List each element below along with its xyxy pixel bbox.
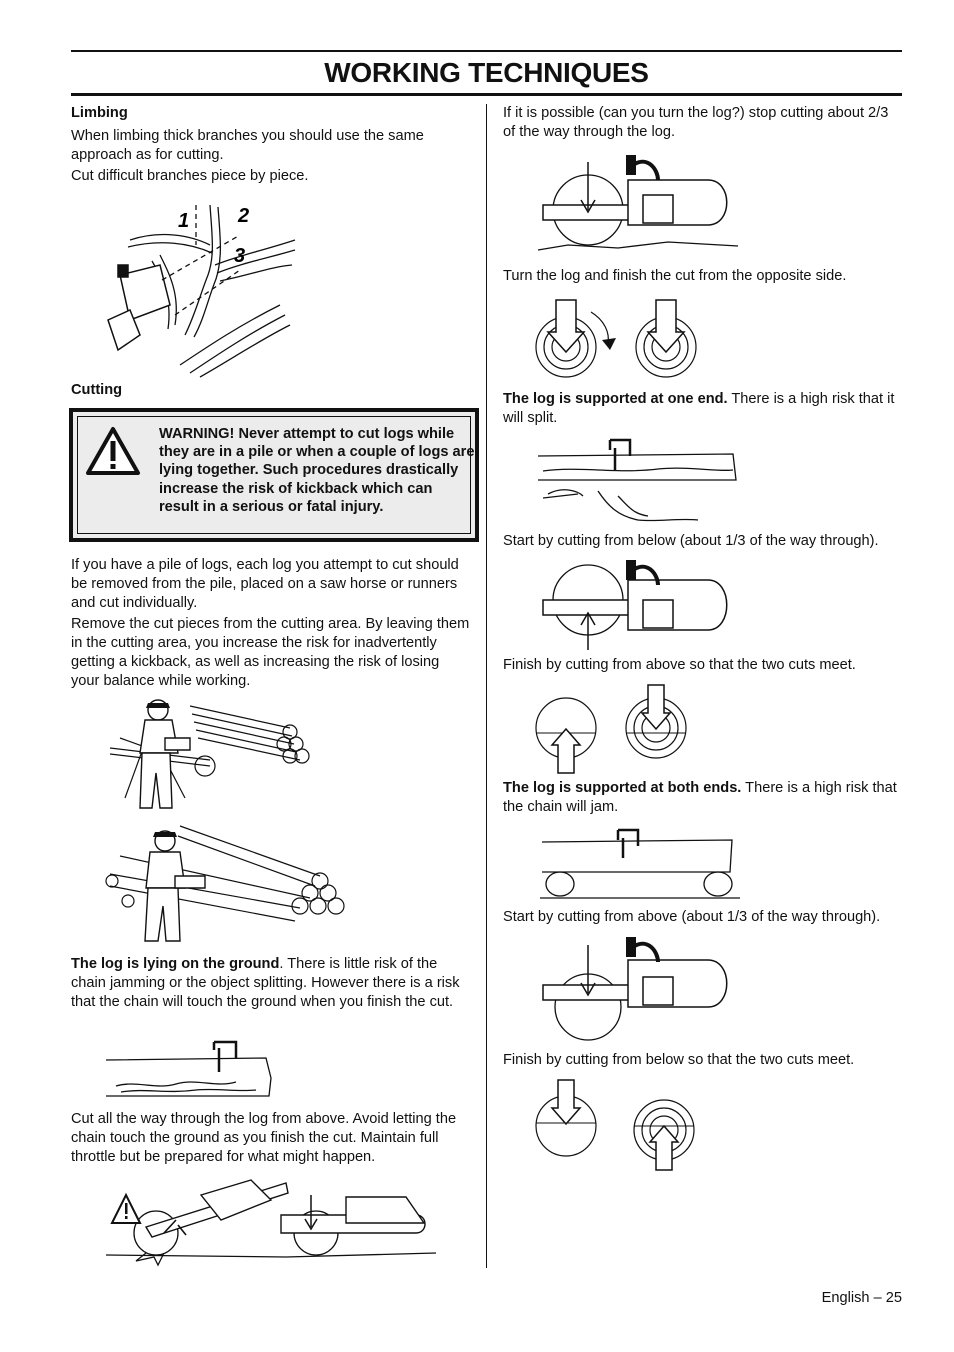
turn-paragraph-2: Turn the log and finish the cut from the opposite side. (503, 268, 847, 284)
column-divider (486, 104, 487, 1268)
sawhorse-illustration (110, 698, 320, 820)
both-ends-rest-text: There is a high risk that the chain will jam. (503, 780, 897, 815)
both-ends-finish-paragraph: Finish by cutting from below so that the two cuts meet. (503, 1052, 855, 1068)
pile-paragraph-2: Remove the cut pieces from the cutting area. By leaving them in the cutting area, you increase the risk for inadvertently getting a kickback, as well as increasing the risk of losing your balance while working. (71, 616, 470, 689)
one-end-rest-text: There is a high risk that it will split. (503, 391, 895, 426)
warning-triangle-icon (85, 426, 141, 476)
one-end-cut-sequence-illustration (536, 683, 696, 778)
one-end-paragraph (503, 390, 903, 428)
limbing-paragraph-1: When limbing thick branches you should use the same approach as for cutting. (71, 128, 424, 163)
log-supported-both-ends-illustration (540, 828, 740, 903)
page-title: WORKING TECHNIQUES (324, 57, 649, 88)
warning-box (69, 408, 479, 542)
limbing-label-2: 2 (238, 205, 250, 227)
limbing-label-3: 3 (234, 245, 246, 267)
one-end-finish-paragraph: Finish by cutting from above so that the two cuts meet. (503, 657, 856, 673)
both-ends-cut-sequence-illustration (536, 1078, 696, 1173)
turn-paragraph-1: If it is possible (can you turn the log?) stop cutting about 2/3 of the way through the log. (503, 105, 889, 140)
both-ends-paragraph (503, 779, 903, 817)
both-ends-bold-text: The log is supported at both ends. (503, 780, 742, 796)
cutting-heading: Cutting (71, 382, 123, 398)
limbing-label-1: 1 (178, 210, 190, 232)
kickback-illustration (106, 1175, 436, 1265)
ground-paragraph (71, 955, 471, 1012)
log-supported-one-end-illustration (538, 436, 738, 526)
limbing-heading: Limbing (71, 105, 128, 121)
through-paragraph: Cut all the way through the log from above. Avoid letting the chain touch the ground as you finish the cut. Maintain full throttle but be prepared for what might happen. (71, 1111, 457, 1165)
saw-cut-from-below-illustration (538, 560, 743, 655)
log-on-ground-illustration (106, 1038, 274, 1102)
one-end-start-paragraph: Start by cutting from below (about 1/3 of the way through). (503, 533, 879, 549)
ground-rest-text: . There is little risk of the chain jamming or the object splitting. However there is a risk that the chain will touch the ground when you finish the cut. (71, 956, 460, 1010)
page-footer: English – 25 (821, 1290, 902, 1306)
header-rule-top (71, 50, 902, 52)
pile-paragraph-1: If you have a pile of logs, each log you attempt to cut should be removed from the pile, placed on a saw horse or runners and cut individually. (71, 557, 459, 611)
limbing-paragraph-2: Cut difficult branches piece by piece. (71, 168, 309, 184)
saw-cut-from-above-illustration (538, 935, 743, 1045)
saw-on-log-two-thirds-illustration (538, 150, 743, 258)
header-rule-bottom (71, 93, 902, 96)
turn-log-illustration (536, 292, 701, 387)
warning-text: WARNING! Never attempt to cut logs while they are in a pile or when a couple of logs are lying together. Such procedures drastically increase the risk of kickback which can result in a serious or fatal injury. (159, 426, 475, 515)
log-pile-illustration (100, 826, 350, 946)
limbing-illustration (100, 195, 300, 380)
both-ends-start-paragraph: Start by cutting from above (about 1/3 of the way through). (503, 909, 881, 925)
one-end-bold-text: The log is supported at one end. (503, 391, 728, 407)
ground-bold-text: The log is lying on the ground (71, 956, 280, 972)
